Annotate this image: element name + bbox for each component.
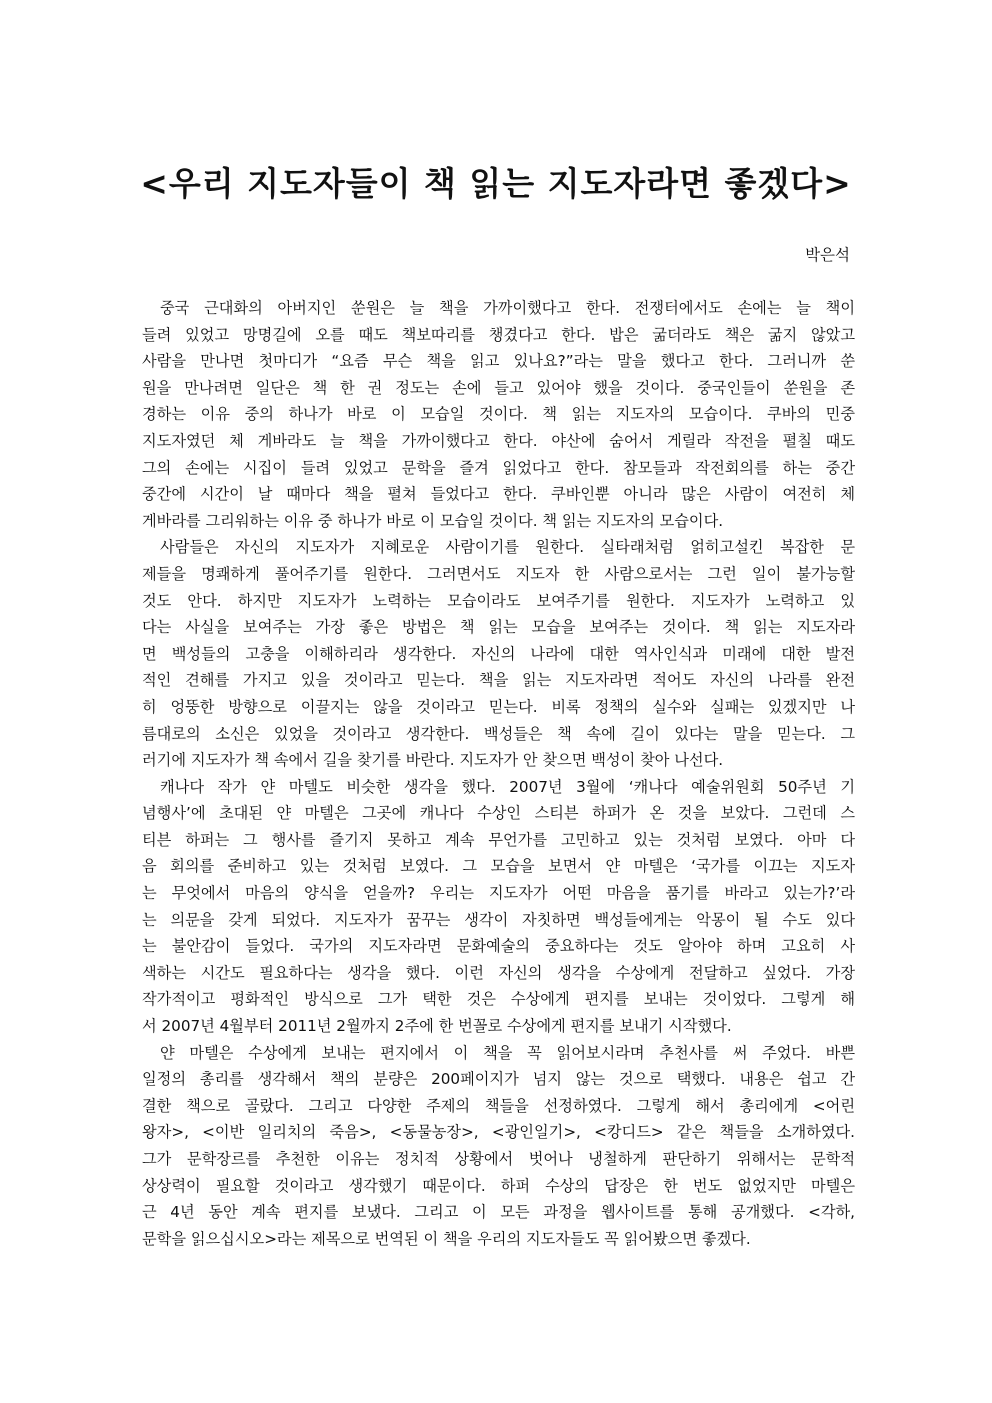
text-line: 근 4년 동안 계속 편지를 보냈다. 그리고 이 모든 과정을 웹사이트를 통해 공개했다. <각하, — [142, 1203, 855, 1222]
text-line: 문학을 읽으십시오>라는 제목으로 번역된 이 책을 우리의 지도자들도 꼭 읽어봤으면 좋겠다. — [142, 1229, 751, 1248]
paragraph — [142, 1040, 855, 1253]
text-line: 티븐 하퍼는 그 행사를 즐기지 못하고 계속 무언가를 고민하고 있는 것처럼 보였다. 아마 다 — [142, 830, 855, 849]
text-line: 사람을 만나면 첫마디가 “요즘 무슨 책을 읽고 있나요?”라는 말을 했다고 한다. 그러니까 쑨 — [142, 352, 855, 371]
text-line: 음 회의를 준비하고 있는 것처럼 보였다. 그 모습을 보면서 얀 마텔은 ‘국가를 이끄는 지도자 — [142, 857, 855, 876]
text-line: 캐나다 작가 얀 마텔도 비슷한 생각을 했다. 2007년 3월에 ‘캐나다 예술위원회 50주년 기 — [160, 777, 855, 796]
text-line: 그가 문학장르를 추천한 이유는 정치적 상황에서 벗어나 냉철하게 판단하기 위해서는 문학적 — [142, 1150, 855, 1168]
text-line: 서 2007년 4월부터 2011년 2월까지 2주에 한 번꼴로 수상에게 편지를 보내기 시작했다. — [142, 1017, 732, 1036]
text-line: 일정의 총리를 생각해서 책의 분량은 200페이지가 넘지 않는 것으로 택했다. 내용은 쉽고 간 — [142, 1070, 855, 1089]
text-line: 적인 견해를 가지고 있을 것이라고 믿는다. 책을 읽는 지도자라면 적어도 자신의 나라를 완전 — [142, 671, 855, 690]
text-line: 히 엉뚱한 방향으로 이끌지는 않을 것이라고 믿는다. 비록 정책의 실수와 실패는 있겠지만 나 — [142, 697, 855, 716]
author-name: 박은석 — [805, 246, 850, 264]
text-line: 그의 손에는 시집이 들려 있었고 문학을 즐겨 읽었다고 한다. 참모들과 작전회의를 하는 중간 — [142, 458, 855, 477]
paragraph — [142, 774, 855, 1040]
text-line: 러기에 지도자가 책 속에서 길을 찾기를 바란다. 지도자가 안 찾으면 백성이 찾아 나선다. — [142, 751, 724, 770]
text-line: 원을 만나려면 일단은 책 한 권 정도는 손에 들고 있어야 했을 것이다. 중국인들이 쑨원을 존 — [142, 378, 855, 397]
text-line: 름대로의 소신은 있었을 것이라고 생각한다. 백성들은 책 속에 길이 있다는 말을 믿는다. 그 — [142, 724, 855, 743]
text-line: 면 백성들의 고충을 이해하리라 생각한다. 자신의 나라에 대한 역사인식과 미래에 대한 발전 — [142, 644, 855, 663]
text-line: 작가적이고 평화적인 방식으로 그가 택한 것은 수상에게 편지를 보내는 것이었다. 그렇게 해 — [142, 990, 855, 1009]
text-line: 중간에 시간이 날 때마다 책을 펼쳐 들었다고 한다. 쿠바인뿐 아니라 많은 사람이 여전히 체 — [142, 485, 855, 504]
text-line: 는 의문을 갖게 되었다. 지도자가 꿈꾸는 생각이 자칫하면 백성들에게는 악몽이 될 수도 있다 — [142, 910, 855, 929]
document-body — [142, 295, 855, 1252]
text-line: 중국 근대화의 아버지인 쑨원은 늘 책을 가까이했다고 한다. 전쟁터에서도 손에는 늘 책이 — [160, 299, 855, 317]
text-line: 는 무엇에서 마음의 양식을 얻을까? 우리는 지도자가 어떤 마음을 품기를 바라고 있는가?’라 — [142, 884, 855, 903]
text-line: 사람들은 자신의 지도자가 지혜로운 사람이기를 원한다. 실타래처럼 얽히고설킨 복잡한 문 — [160, 538, 855, 557]
text-line: 경하는 이유 중의 하나가 바로 이 모습일 것이다. 책 읽는 지도자의 모습이다. 쿠바의 민중 — [142, 405, 855, 424]
text-line: 들려 있었고 망명길에 오를 때도 책보따리를 챙겼다고 한다. 밥은 굶더라도 책은 굶지 않았고 — [142, 325, 855, 344]
document-title: <우리 지도자들이 책 읽는 지도자라면 좋겠다> — [140, 164, 852, 203]
text-line: 제들을 명쾌하게 풀어주기를 원한다. 그러면서도 지도자 한 사람으로서는 그런 일이 불가능할 — [142, 564, 855, 583]
text-line: 색하는 시간도 필요하다는 생각을 했다. 이런 자신의 생각을 수상에게 전달하고 싶었다. 가장 — [142, 963, 855, 982]
text-line: 왕자>, <이반 일리치의 죽음>, <동물농장>, <광인일기>, <캉디드> 같은 책들을 소개하였다. — [142, 1123, 855, 1142]
text-line: 결한 책으로 골랐다. 그리고 다양한 주제의 책들을 선정하였다. 그렇게 해서 총리에게 <어린 — [142, 1096, 855, 1115]
text-line: 게바라를 그리워하는 이유 중 하나가 바로 이 모습일 것이다. 책 읽는 지도자의 모습이다. — [142, 511, 724, 530]
text-line: 것도 안다. 하지만 지도자가 노력하는 모습이라도 보여주기를 원한다. 지도자가 노력하고 있 — [142, 591, 855, 610]
text-line: 념행사’에 초대된 얀 마텔은 그곳에 캐나다 수상인 스티븐 하퍼가 온 것을 보았다. 그런데 스 — [142, 804, 855, 823]
text-line: 다는 사실을 보여주는 가장 좋은 방법은 책 읽는 모습을 보여주는 것이다. 책 읽는 지도자라 — [142, 618, 855, 637]
paragraph — [142, 295, 855, 534]
text-line: 는 불안감이 들었다. 국가의 지도자라면 문화예술의 중요하다는 것도 알아야 하며 고요히 사 — [142, 937, 855, 956]
text-line: 얀 마텔은 수상에게 보내는 편지에서 이 책을 꼭 읽어보시라며 추천사를 써 주었다. 바쁜 — [160, 1043, 855, 1062]
text-line: 지도자였던 체 게바라도 늘 책을 가까이했다고 한다. 야산에 숨어서 게릴라 작전을 펼칠 때도 — [142, 431, 855, 450]
text-line: 상상력이 필요할 것이라고 생각했기 때문이다. 하퍼 수상의 답장은 한 번도 없었지만 마텔은 — [142, 1176, 855, 1195]
paragraph — [142, 534, 855, 773]
